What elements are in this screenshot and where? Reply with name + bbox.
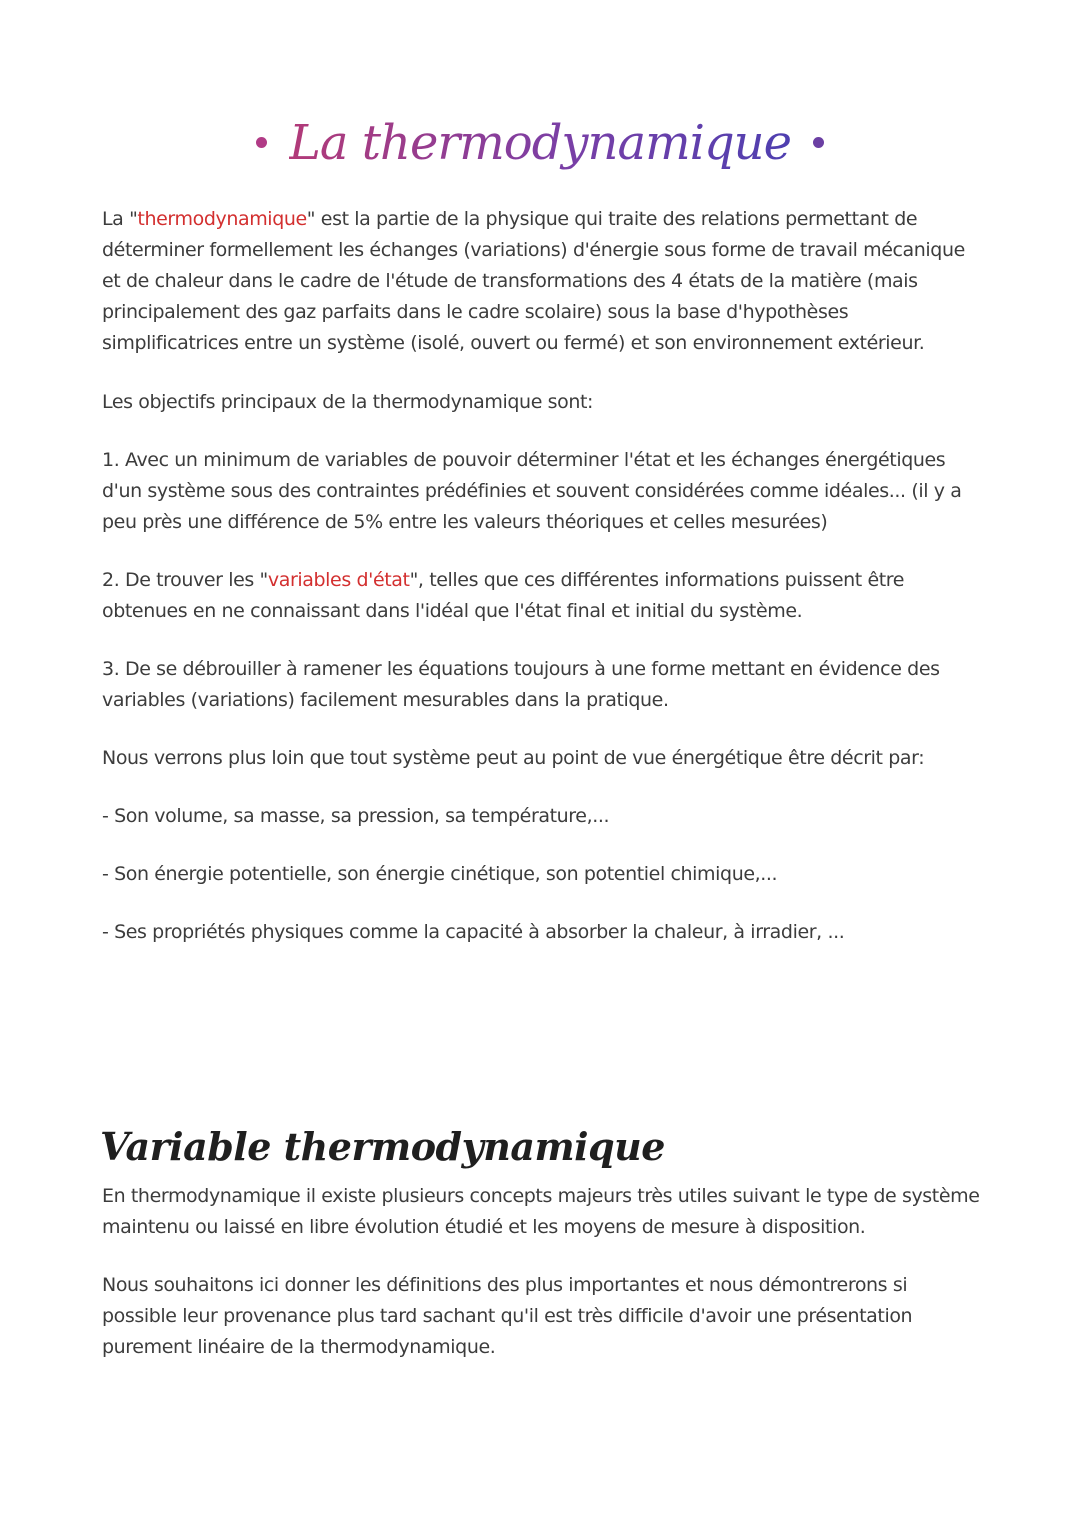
highlight-term: variables d'état [267, 569, 410, 591]
page-title [0, 108, 1080, 178]
objective-3: 3. De se débrouiller à ramener les équations toujours à une forme mettant en évidence des variables (variations) facilement mesurables dans la pratique. [102, 658, 940, 711]
list-item: - Son énergie potentielle, son énergie cinétique, son potentiel chimique,... [102, 863, 778, 885]
page-title-text: La thermodynamique [288, 115, 791, 171]
bullet-icon [256, 137, 267, 148]
section-paragraph: En thermodynamique il existe plusieurs concepts majeurs très utiles suivant le type de système maintenu ou laissé en libre évolution étudié et les moyens de mesure à disposition. [102, 1185, 980, 1238]
highlight-term: thermodynamique [137, 208, 307, 230]
section-paragraph: Nous souhaitons ici donner les définitions des plus importantes et nous démontrerons si possible leur provenance plus tard sachant qu'il est très difficile d'avoir une présentation purement linéaire de la thermodynamique. [102, 1274, 913, 1358]
intro-paragraph: La "thermodynamique" est la partie de la physique qui traite des relations permettant de déterminer formellement les échanges (variations) d'énergie sous forme de travail mécanique et de chaleur dans le cadre de l'étude de transformations des 4 états de la matière (mais principalement des gaz parfaits dans le cadre scolaire) sous la base d'hypothèses simplificatrices entre un système (isolé, ouvert ou fermé) et son environnement extérieur. [102, 208, 965, 354]
objective-2: 2. De trouver les "variables d'état", telles que ces différentes informations puissent être obtenues en ne connaissant dans l'idéal que l'état final et initial du système. [102, 569, 905, 622]
bullet-icon [813, 137, 824, 148]
objective-1: 1. Avec un minimum de variables de pouvoir déterminer l'état et les échanges énergétiques d'un système sous des contraintes prédéfinies et souvent considérées comme idéales... (il y a peu près une différence de 5% entre les valeurs théoriques et celles mesurées) [102, 449, 962, 533]
list-item: - Ses propriétés physiques comme la capacité à absorber la chaleur, à irradier, ... [102, 921, 845, 943]
objectives-intro: Les objectifs principaux de la thermodynamique sont: [102, 391, 594, 413]
section-heading: Variable thermodynamique [100, 1124, 665, 1169]
system-intro: Nous verrons plus loin que tout système peut au point de vue énergétique être décrit par: [102, 747, 925, 769]
list-item: - Son volume, sa masse, sa pression, sa température,... [102, 805, 610, 827]
